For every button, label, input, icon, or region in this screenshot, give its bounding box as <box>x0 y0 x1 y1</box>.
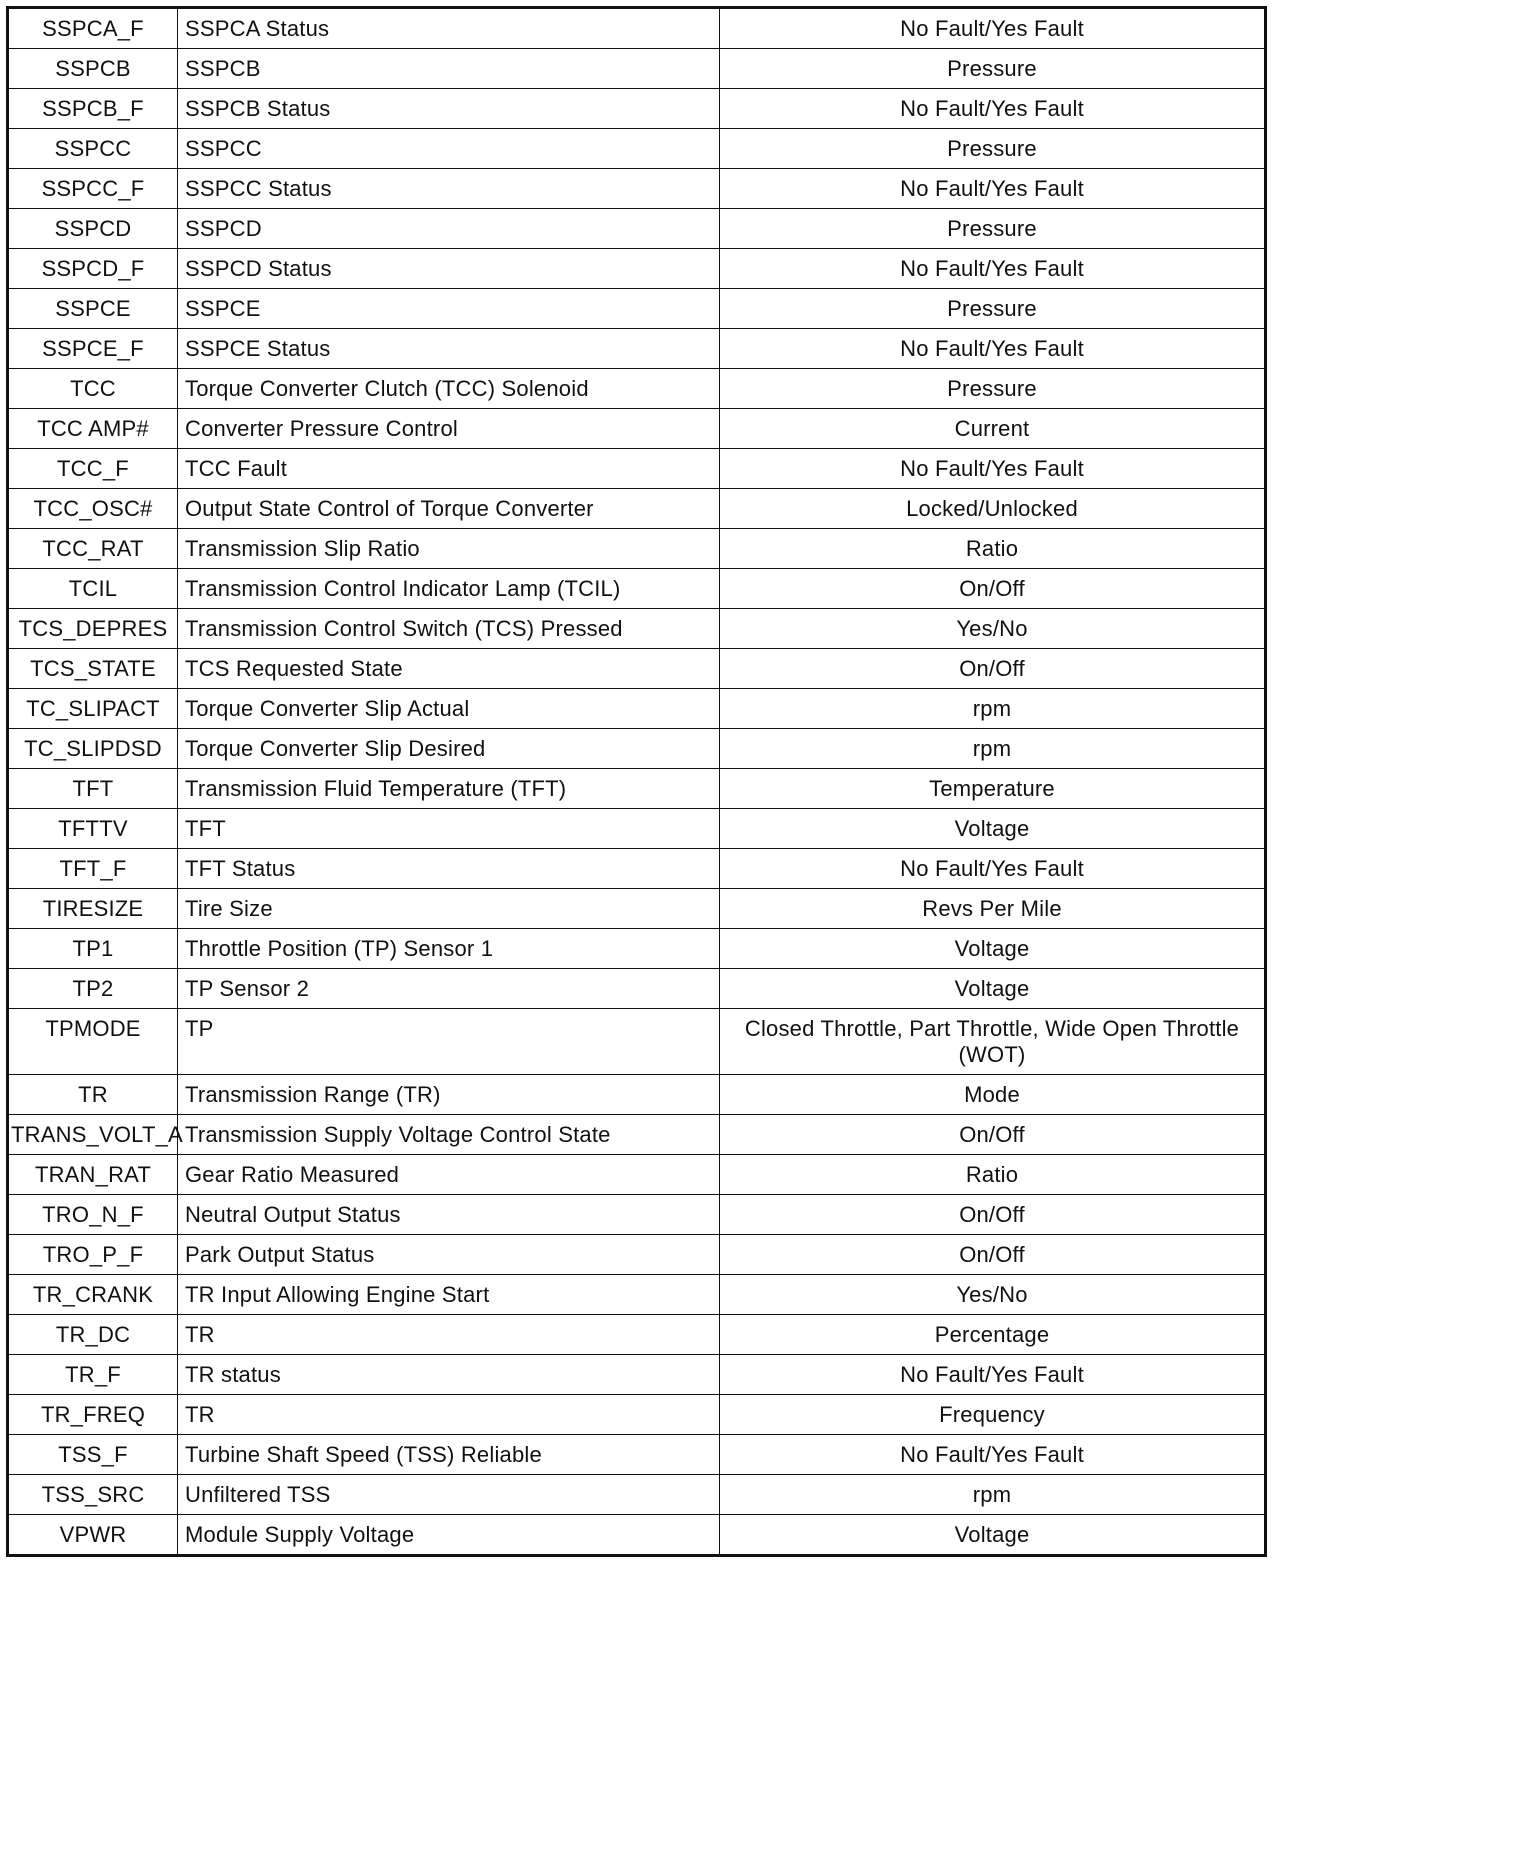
parameter-description-cell: Transmission Slip Ratio <box>178 529 720 569</box>
parameter-name-cell: TC_SLIPACT <box>8 689 178 729</box>
parameter-description-cell: Park Output Status <box>178 1235 720 1275</box>
parameter-description-cell: Gear Ratio Measured <box>178 1155 720 1195</box>
parameter-description-cell: TR Input Allowing Engine Start <box>178 1275 720 1315</box>
parameter-name-cell: TPMODE <box>8 1009 178 1075</box>
parameter-units-cell: Voltage <box>720 969 1266 1009</box>
parameter-name-cell: TCC_RAT <box>8 529 178 569</box>
parameter-description-cell: Turbine Shaft Speed (TSS) Reliable <box>178 1435 720 1475</box>
parameter-name-cell: TSS_F <box>8 1435 178 1475</box>
parameter-name-cell: SSPCC_F <box>8 169 178 209</box>
parameter-name-cell: SSPCE <box>8 289 178 329</box>
parameter-units-cell: rpm <box>720 689 1266 729</box>
parameter-description-cell: Throttle Position (TP) Sensor 1 <box>178 929 720 969</box>
table-row <box>8 1315 1266 1355</box>
table-row <box>8 1115 1266 1155</box>
table-row <box>8 249 1266 289</box>
parameter-units-cell: Closed Throttle, Part Throttle, Wide Open Throttle (WOT) <box>720 1009 1266 1075</box>
table-row <box>8 1235 1266 1275</box>
parameter-name-cell: SSPCC <box>8 129 178 169</box>
parameter-description-cell: TR <box>178 1315 720 1355</box>
parameter-units-cell: No Fault/Yes Fault <box>720 449 1266 489</box>
table-row <box>8 809 1266 849</box>
parameter-description-cell: Torque Converter Slip Desired <box>178 729 720 769</box>
table-row <box>8 929 1266 969</box>
parameter-description-cell: TCC Fault <box>178 449 720 489</box>
table-row <box>8 1195 1266 1235</box>
table-row <box>8 169 1266 209</box>
parameter-description-cell: Module Supply Voltage <box>178 1515 720 1556</box>
parameter-description-cell: TR <box>178 1395 720 1435</box>
parameter-description-cell: TFT Status <box>178 849 720 889</box>
table-row <box>8 889 1266 929</box>
table-row <box>8 489 1266 529</box>
parameter-description-cell: TR status <box>178 1355 720 1395</box>
table-row <box>8 849 1266 889</box>
parameter-description-cell: SSPCD Status <box>178 249 720 289</box>
table-row <box>8 1395 1266 1435</box>
table-row <box>8 729 1266 769</box>
parameter-units-cell: Percentage <box>720 1315 1266 1355</box>
parameter-units-cell: On/Off <box>720 1235 1266 1275</box>
parameter-units-cell: Frequency <box>720 1395 1266 1435</box>
parameter-name-cell: TCC_OSC# <box>8 489 178 529</box>
table-row <box>8 689 1266 729</box>
table-row <box>8 89 1266 129</box>
parameter-name-cell: TCC AMP# <box>8 409 178 449</box>
parameter-units-cell: Pressure <box>720 129 1266 169</box>
table-row <box>8 569 1266 609</box>
parameter-name-cell: TR_CRANK <box>8 1275 178 1315</box>
parameter-units-cell: Voltage <box>720 1515 1266 1556</box>
table-row <box>8 369 1266 409</box>
parameter-units-cell: Pressure <box>720 289 1266 329</box>
parameter-name-cell: TCC_F <box>8 449 178 489</box>
parameter-units-cell: No Fault/Yes Fault <box>720 169 1266 209</box>
parameter-name-cell: TC_SLIPDSD <box>8 729 178 769</box>
parameter-units-cell: No Fault/Yes Fault <box>720 8 1266 49</box>
parameter-description-cell: Transmission Control Switch (TCS) Pressed <box>178 609 720 649</box>
parameter-units-cell: Voltage <box>720 929 1266 969</box>
table-row <box>8 1475 1266 1515</box>
table-row <box>8 969 1266 1009</box>
parameter-name-cell: SSPCD <box>8 209 178 249</box>
parameter-name-cell: SSPCB <box>8 49 178 89</box>
parameter-units-cell: On/Off <box>720 569 1266 609</box>
parameter-name-cell: TFTTV <box>8 809 178 849</box>
parameter-description-cell: SSPCC <box>178 129 720 169</box>
parameter-units-cell: On/Off <box>720 649 1266 689</box>
parameter-name-cell: TR_DC <box>8 1315 178 1355</box>
parameter-description-cell: Transmission Fluid Temperature (TFT) <box>178 769 720 809</box>
parameter-name-cell: TRO_N_F <box>8 1195 178 1235</box>
parameter-name-cell: TR_F <box>8 1355 178 1395</box>
parameter-description-cell: Torque Converter Slip Actual <box>178 689 720 729</box>
parameter-units-cell: No Fault/Yes Fault <box>720 1355 1266 1395</box>
parameter-description-cell: SSPCD <box>178 209 720 249</box>
parameter-units-cell: Ratio <box>720 1155 1266 1195</box>
parameter-units-cell: No Fault/Yes Fault <box>720 849 1266 889</box>
table-row <box>8 8 1266 49</box>
table-row <box>8 129 1266 169</box>
parameter-units-cell: On/Off <box>720 1115 1266 1155</box>
parameter-description-cell: SSPCB Status <box>178 89 720 129</box>
parameter-name-cell: TCIL <box>8 569 178 609</box>
table-row <box>8 1009 1266 1075</box>
parameter-units-cell: Ratio <box>720 529 1266 569</box>
parameter-description-cell: SSPCA Status <box>178 8 720 49</box>
parameter-name-cell: TRAN_RAT <box>8 1155 178 1195</box>
parameter-name-cell: TCC <box>8 369 178 409</box>
parameter-name-cell: TFT <box>8 769 178 809</box>
parameter-description-cell: TP Sensor 2 <box>178 969 720 1009</box>
table-row <box>8 449 1266 489</box>
parameter-table-body <box>8 8 1266 1556</box>
parameter-name-cell: TRANS_VOLT_A <box>8 1115 178 1155</box>
parameter-name-cell: TR_FREQ <box>8 1395 178 1435</box>
parameter-units-cell: On/Off <box>720 1195 1266 1235</box>
parameter-description-cell: Unfiltered TSS <box>178 1475 720 1515</box>
parameter-description-cell: SSPCC Status <box>178 169 720 209</box>
parameter-units-cell: Yes/No <box>720 609 1266 649</box>
table-row <box>8 649 1266 689</box>
parameter-description-cell: Converter Pressure Control <box>178 409 720 449</box>
table-row <box>8 209 1266 249</box>
parameter-units-cell: No Fault/Yes Fault <box>720 1435 1266 1475</box>
parameter-units-cell: Voltage <box>720 809 1266 849</box>
parameter-name-cell: TP2 <box>8 969 178 1009</box>
parameter-name-cell: SSPCA_F <box>8 8 178 49</box>
parameter-table-container <box>6 6 1267 1557</box>
parameter-description-cell: SSPCE Status <box>178 329 720 369</box>
table-row <box>8 1435 1266 1475</box>
parameter-name-cell: TCS_DEPRES <box>8 609 178 649</box>
table-row <box>8 49 1266 89</box>
parameter-name-cell: TCS_STATE <box>8 649 178 689</box>
parameter-units-cell: Pressure <box>720 49 1266 89</box>
parameter-description-cell: Output State Control of Torque Converter <box>178 489 720 529</box>
parameter-units-cell: No Fault/Yes Fault <box>720 89 1266 129</box>
parameter-table <box>6 6 1267 1557</box>
parameter-units-cell: Revs Per Mile <box>720 889 1266 929</box>
parameter-units-cell: Mode <box>720 1075 1266 1115</box>
parameter-description-cell: SSPCE <box>178 289 720 329</box>
table-row <box>8 1155 1266 1195</box>
parameter-units-cell: rpm <box>720 1475 1266 1515</box>
table-row <box>8 769 1266 809</box>
parameter-units-cell: No Fault/Yes Fault <box>720 329 1266 369</box>
table-row <box>8 1355 1266 1395</box>
parameter-name-cell: TFT_F <box>8 849 178 889</box>
parameter-description-cell: TCS Requested State <box>178 649 720 689</box>
parameter-description-cell: Transmission Supply Voltage Control State <box>178 1115 720 1155</box>
parameter-units-cell: Temperature <box>720 769 1266 809</box>
parameter-description-cell: Neutral Output Status <box>178 1195 720 1235</box>
parameter-name-cell: TP1 <box>8 929 178 969</box>
parameter-units-cell: Pressure <box>720 209 1266 249</box>
parameter-name-cell: TRO_P_F <box>8 1235 178 1275</box>
parameter-description-cell: Tire Size <box>178 889 720 929</box>
parameter-units-cell: Yes/No <box>720 1275 1266 1315</box>
parameter-name-cell: SSPCE_F <box>8 329 178 369</box>
table-row <box>8 289 1266 329</box>
table-row <box>8 529 1266 569</box>
parameter-units-cell: Pressure <box>720 369 1266 409</box>
parameter-name-cell: VPWR <box>8 1515 178 1556</box>
parameter-units-cell: No Fault/Yes Fault <box>720 249 1266 289</box>
parameter-description-cell: SSPCB <box>178 49 720 89</box>
table-row <box>8 1075 1266 1115</box>
parameter-name-cell: TR <box>8 1075 178 1115</box>
parameter-description-cell: TFT <box>178 809 720 849</box>
parameter-name-cell: TSS_SRC <box>8 1475 178 1515</box>
table-row <box>8 609 1266 649</box>
parameter-description-cell: Transmission Control Indicator Lamp (TCIL) <box>178 569 720 609</box>
parameter-name-cell: SSPCD_F <box>8 249 178 289</box>
parameter-units-cell: Current <box>720 409 1266 449</box>
parameter-description-cell: TP <box>178 1009 720 1075</box>
parameter-name-cell: SSPCB_F <box>8 89 178 129</box>
table-row <box>8 409 1266 449</box>
table-row <box>8 329 1266 369</box>
parameter-description-cell: Transmission Range (TR) <box>178 1075 720 1115</box>
table-row <box>8 1275 1266 1315</box>
parameter-description-cell: Torque Converter Clutch (TCC) Solenoid <box>178 369 720 409</box>
parameter-units-cell: Locked/Unlocked <box>720 489 1266 529</box>
table-row <box>8 1515 1266 1556</box>
parameter-units-cell: rpm <box>720 729 1266 769</box>
parameter-name-cell: TIRESIZE <box>8 889 178 929</box>
